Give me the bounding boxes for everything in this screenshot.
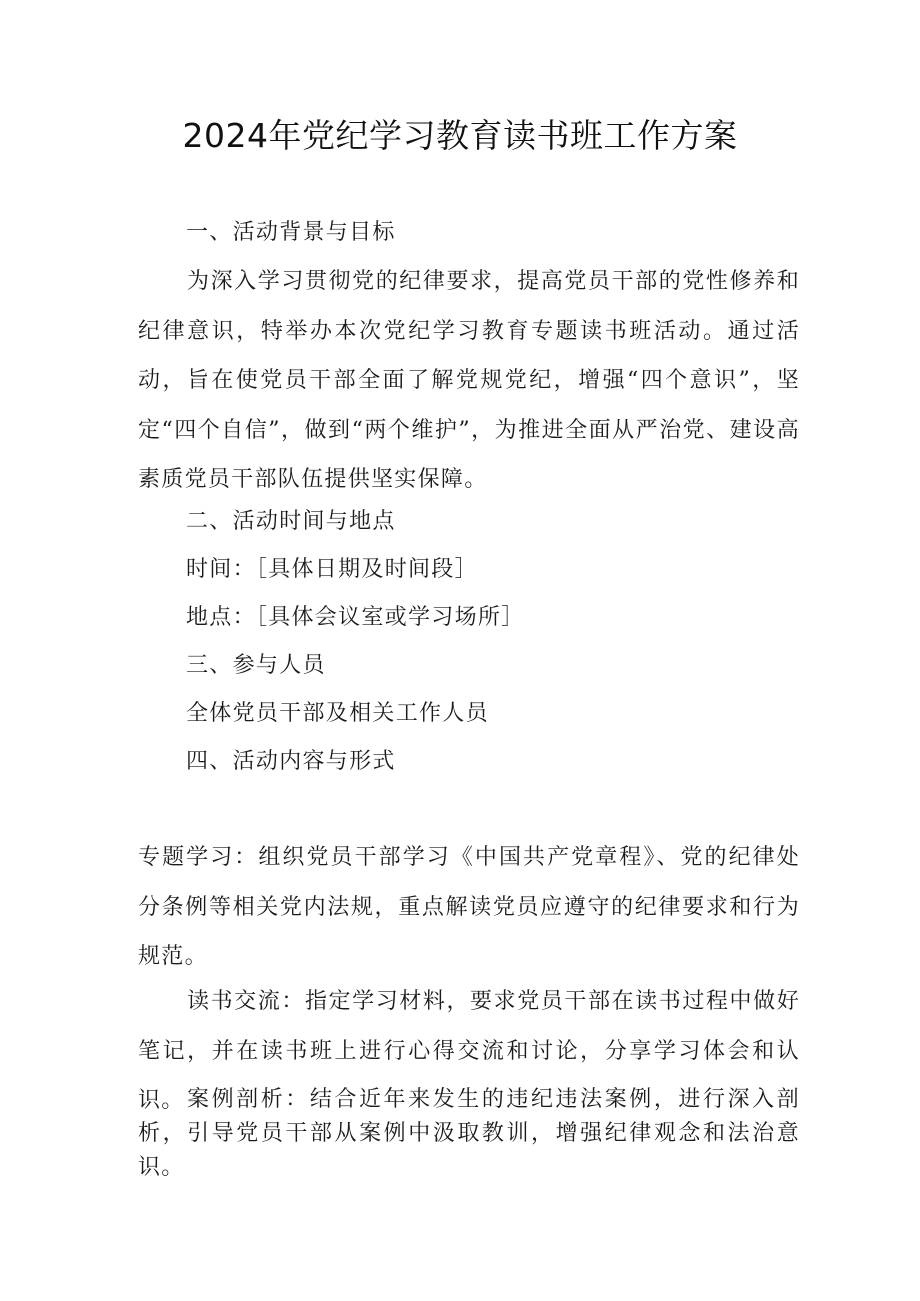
section-heading-participants: 三、参与人员 — [186, 653, 326, 678]
section-heading-time-place: 二、活动时间与地点 — [186, 509, 396, 534]
time-line: 时间：［具体日期及时间段］ — [186, 557, 478, 582]
section-heading-background: 一、活动背景与目标 — [186, 220, 396, 245]
content-item-reading-exchange: 读书交流：指定学习材料，要求党员干部在读书过程中做好笔记，并在读书班上进行心得交流和讨论，分享学习体会和认识。 — [138, 989, 800, 1113]
place-line: 地点：［具体会议室或学习场所］ — [186, 605, 525, 630]
content-item-topic-study: 专题学习：组织党员干部学习《中国共产党章程》、党的纪律处分条例等相关党内法规，重点解读党员应遵守的纪律要求和行为规范。 — [138, 845, 800, 969]
section-body-background: 为深入学习贯彻党的纪律要求，提高党员干部的党性修养和纪律意识，特举办本次党纪学习教育专题读书班活动。通过活动，旨在使党员干部全面了解党规党纪，增强“四个意识”，坚定“四个自信”，做到“两个维护”，为推进全面从严治党、建设高素质党员干部队伍提供坚实保障。 — [138, 269, 800, 492]
document-title: 2024年党纪学习教育读书班工作方案 — [182, 116, 738, 155]
section-heading-content-format: 四、活动内容与形式 — [186, 749, 396, 774]
content-item-case-analysis: 案例剖析：结合近年来发生的违纪违法案例，进行深入剖析，引导党员干部从案例中汲取教训，增强纪律观念和法治意识。 — [138, 1087, 800, 1180]
participants-line: 全体党员干部及相关工作人员 — [186, 701, 489, 726]
